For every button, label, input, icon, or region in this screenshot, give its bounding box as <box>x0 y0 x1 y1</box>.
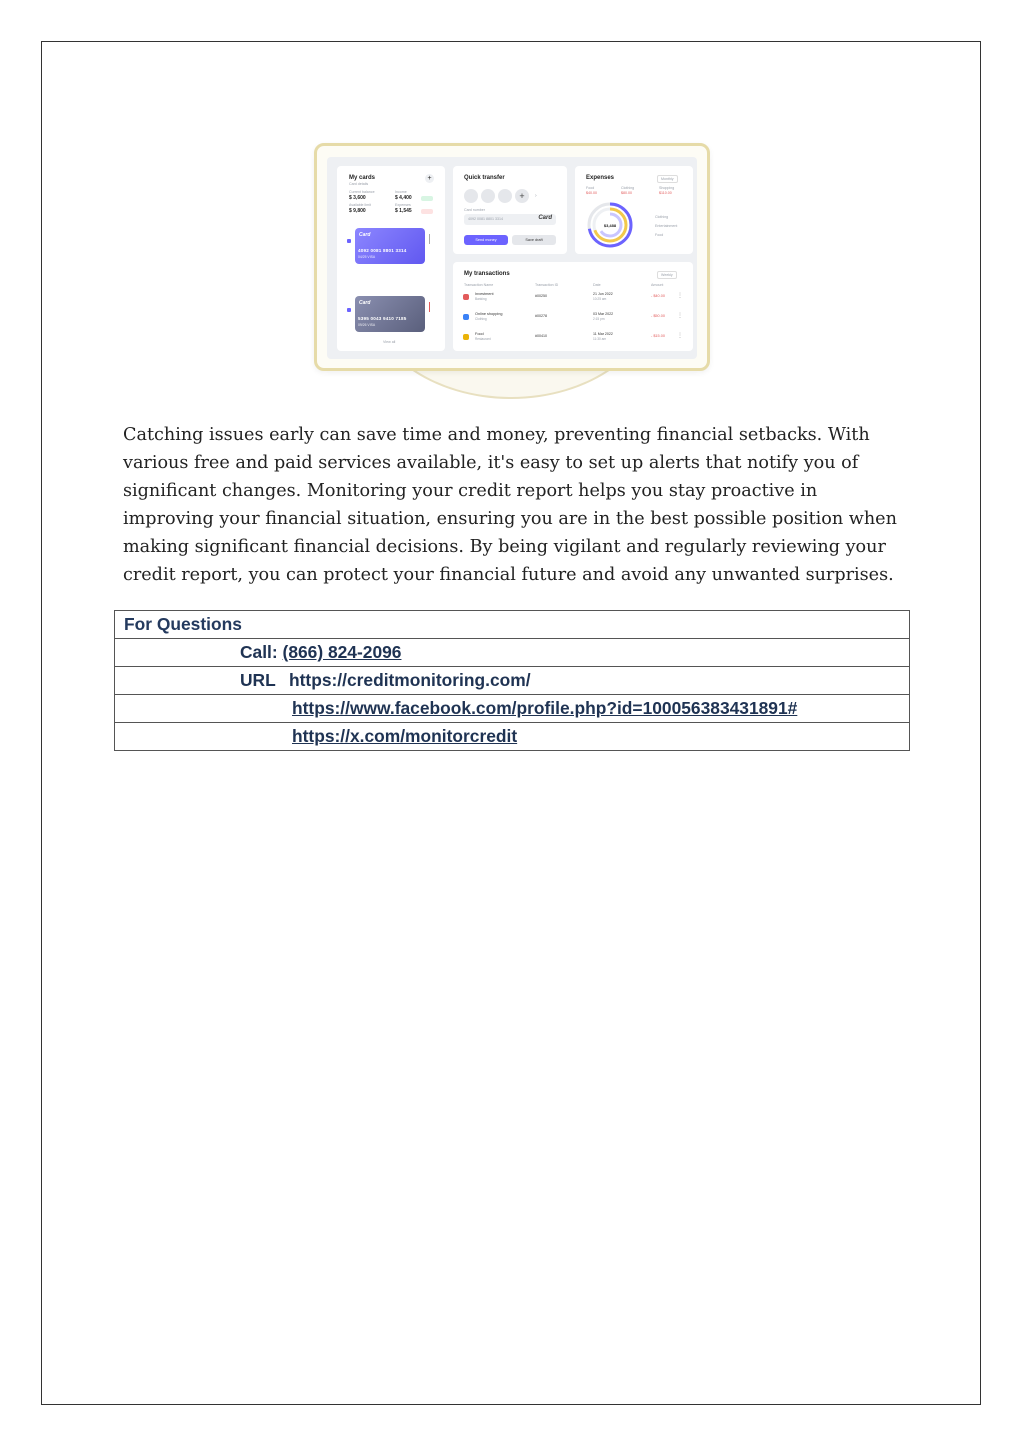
stat-value: $ 9,800 <box>349 208 366 214</box>
transaction-category: Restaurant <box>475 337 491 341</box>
save-draft-button[interactable]: Save draft <box>512 235 556 245</box>
dashboard-screen <box>327 157 697 359</box>
transaction-category: Clothing <box>475 317 487 321</box>
expenses-period-select[interactable]: Monthly <box>657 175 678 183</box>
table-row <box>115 639 910 667</box>
stat-value: $ 1,545 <box>395 208 412 214</box>
chevron-right-icon[interactable]: › <box>535 193 537 199</box>
view-all-link[interactable]: View all <box>383 340 396 344</box>
transactions-title: My transactions <box>464 271 510 277</box>
credit-card[interactable] <box>355 228 425 264</box>
twitter-link[interactable]: https://x.com/monitorcredit <box>292 726 518 746</box>
my-cards-panel <box>337 166 445 351</box>
stat-label: Available limit <box>349 203 371 207</box>
card-edit-icon[interactable] <box>429 302 433 312</box>
transaction-icon <box>463 334 469 340</box>
transactions-period-select[interactable]: Weekly <box>657 271 677 279</box>
avatar[interactable] <box>464 189 478 203</box>
table-row <box>115 723 910 751</box>
expense-col-value: $40.00 <box>586 191 597 195</box>
avatar[interactable] <box>481 189 495 203</box>
donut-center-value: $3,488 <box>603 223 617 228</box>
stat-value: $ 3,600 <box>349 195 366 201</box>
website-url: https://creditmonitoring.com/ <box>289 670 531 690</box>
dashboard-frame <box>314 143 710 371</box>
card-number-value: 4092 0081 8801 3314 <box>468 217 503 221</box>
card-handle-icon <box>347 239 351 243</box>
url-label: URL <box>240 670 276 690</box>
col-header: Transaction ID <box>535 283 559 287</box>
credit-card[interactable] <box>355 296 425 332</box>
transaction-time: 11:30 am <box>593 337 607 341</box>
card-footer: 04/25 VISA <box>358 255 376 259</box>
card-handle-icon <box>347 308 351 312</box>
transaction-id: #00278 <box>535 314 547 318</box>
legend-item: Clothing <box>655 215 669 219</box>
transaction-amount: - $15.00 <box>651 334 665 338</box>
expense-col-value: $80.00 <box>621 191 632 195</box>
card-number-label: Card number <box>464 208 485 212</box>
add-card-icon[interactable]: + <box>425 174 434 183</box>
my-cards-subtitle: Card details <box>349 182 369 186</box>
stat-label: Expenses <box>395 203 411 207</box>
table-row[interactable] <box>459 332 683 346</box>
transaction-name: Online shopping <box>475 312 503 316</box>
quick-transfer-title: Quick transfer <box>464 175 505 181</box>
more-icon[interactable]: ⋮ <box>677 293 683 299</box>
my-cards-title: My cards <box>349 175 376 181</box>
table-row[interactable] <box>459 292 683 306</box>
body-paragraph: Catching issues early can save time and money, preventing financial setbacks. With various free and paid services available, it's easy to set up alerts that notify you of significant changes. Monitoring your credit report helps you stay proactive in improving your financial situation, ensuring you are in the best possible position when making significant financial decisions. By being vigilant and regularly reviewing your credit report, you can protect your financial future and avoid any unwanted surprises. <box>123 425 897 585</box>
down-badge <box>421 209 433 214</box>
card-number: 5395 0043 9410 7185 <box>358 316 407 321</box>
expenses-donut-chart <box>585 200 635 250</box>
facebook-cell <box>115 695 910 723</box>
transaction-category: Banking <box>475 297 487 301</box>
expense-col-label: Clothing <box>621 186 635 190</box>
card-label: Card <box>359 300 371 306</box>
transaction-date: 11 Mar 2022 <box>593 332 613 336</box>
card-edit-icon[interactable] <box>429 234 433 244</box>
facebook-link[interactable]: https://www.facebook.com/profile.php?id=100056383431891# <box>292 698 798 718</box>
card-tag: Card <box>538 215 552 221</box>
add-contact-icon[interactable]: + <box>515 189 529 203</box>
phone-link[interactable]: (866) 824-2096 <box>282 642 402 662</box>
up-badge <box>421 196 433 201</box>
col-header: Amount <box>651 283 664 287</box>
stat-label: Current balance <box>349 190 375 194</box>
table-row[interactable] <box>459 312 683 326</box>
card-number-field[interactable] <box>464 214 556 225</box>
stat-value: $ 4,400 <box>395 195 412 201</box>
expenses-panel <box>575 166 693 254</box>
avatar[interactable] <box>498 189 512 203</box>
transaction-id: #00410 <box>535 334 547 338</box>
expenses-title: Expenses <box>586 175 615 181</box>
quick-transfer-panel <box>453 166 567 254</box>
transaction-name: Food <box>475 332 484 336</box>
table-row <box>115 611 910 639</box>
dashboard-illustration <box>314 143 710 399</box>
twitter-cell <box>115 723 910 751</box>
send-money-button[interactable]: Send money <box>464 235 508 245</box>
transaction-icon <box>463 314 469 320</box>
call-cell <box>115 639 910 667</box>
transaction-amount: - $50.00 <box>651 314 665 318</box>
transaction-amount: - $40.00 <box>651 294 665 298</box>
url-cell <box>115 667 910 695</box>
transaction-time: 10:25 am <box>593 297 607 301</box>
contact-table <box>114 610 910 751</box>
call-label: Call: <box>240 642 278 662</box>
transaction-date: 03 Mar 2022 <box>593 312 614 316</box>
expense-col-value: $110.00 <box>659 191 672 195</box>
transaction-name: Investment <box>475 292 494 296</box>
transaction-date: 21 Jun 2022 <box>593 292 613 296</box>
col-header: Date <box>593 283 601 287</box>
card-number: 4092 0081 8801 3314 <box>358 248 407 253</box>
table-row <box>115 667 910 695</box>
more-icon[interactable]: ⋮ <box>677 313 683 319</box>
transaction-id: #00250 <box>535 294 547 298</box>
expense-col-label: Food <box>586 186 595 190</box>
more-icon[interactable]: ⋮ <box>677 333 683 339</box>
col-header: Transaction Name <box>464 283 494 287</box>
legend-item: Food <box>655 233 664 237</box>
stat-label: Income <box>395 190 407 194</box>
card-footer: 09/26 VISA <box>358 323 376 327</box>
contact-heading: For Questions <box>115 611 910 639</box>
card-label: Card <box>359 232 371 238</box>
table-row <box>115 695 910 723</box>
legend-item: Entertainment <box>655 224 678 228</box>
transaction-time: 2:15 pm <box>593 317 605 321</box>
expense-col-label: Shopping <box>659 186 675 190</box>
transactions-panel <box>453 262 693 351</box>
transaction-icon <box>463 294 469 300</box>
